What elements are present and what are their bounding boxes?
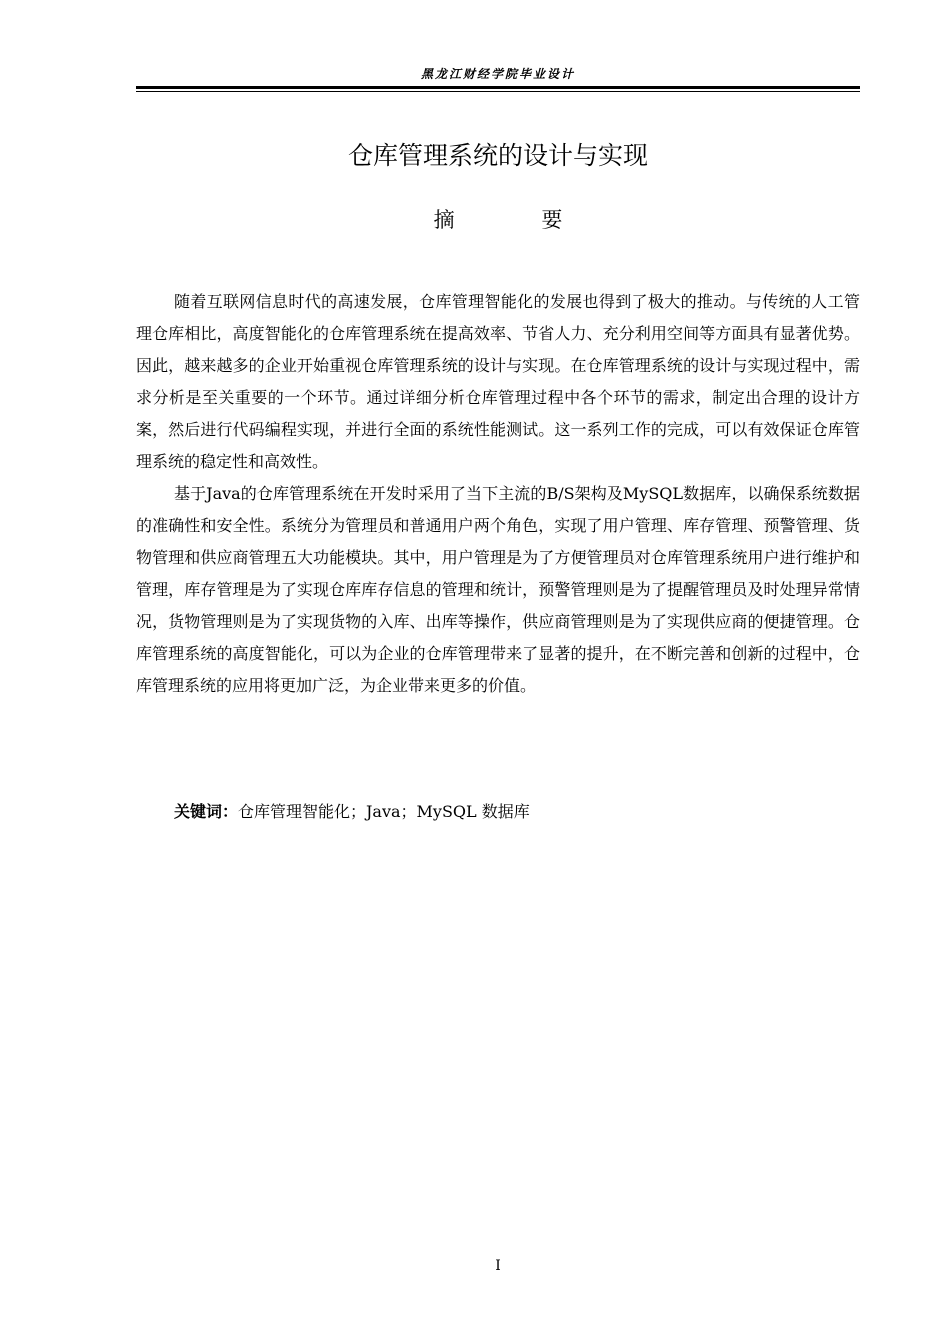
thesis-title: 仓库管理系统的设计与实现 — [347, 141, 648, 170]
running-header: 黑龙江财经学院毕业设计 — [420, 67, 575, 81]
header-rule-thick — [136, 86, 860, 89]
abstract-paragraph-1: 随着互联网信息时代的高速发展，仓库管理智能化的发展也得到了极大的推动。与传统的人工管理仓库相比，高度智能化的仓库管理系统在提高效率、节省人力、充分利用空间等方面具有显著优势。因此，越来越多的企业开始重视仓库管理系统的设计与实现。在仓库管理系统的设计与实现过程中，需求分析是至关重要的一个环节。通过详细分析仓库管理过程中各个环节的需求，制定出合理的设计方案，然后进行代码编程实现，并进行全面的系统性能测试。这一系列工作的完成，可以有效保证仓库管理系统的稳定性和高效性。 — [136, 292, 860, 471]
abstract-heading: 摘 要 — [433, 208, 603, 232]
page-number: I — [495, 1258, 501, 1274]
keywords-label: 关键词： — [174, 802, 239, 821]
abstract-body — [136, 286, 860, 702]
keywords-line — [174, 796, 530, 828]
header-rule-thin — [136, 91, 860, 92]
keywords-text: 仓库管理智能化；Java；MySQL 数据库 — [238, 802, 530, 821]
abstract-paragraph-2: 基于Java的仓库管理系统在开发时采用了当下主流的B/S架构及MySQL数据库，以确保系统数据的准确性和安全性。系统分为管理员和普通用户两个角色，实现了用户管理、库存管理、预警管理、货物管理和供应商管理五大功能模块。其中，用户管理是为了方便管理员对仓库管理系统用户进行维护和管理，库存管理是为了实现仓库库存信息的管理和统计，预警管理则是为了提醒管理员及时处理异常情况，货物管理则是为了实现货物的入库、出库等操作，供应商管理则是为了实现供应商的便捷管理。仓库管理系统的高度智能化，可以为企业的仓库管理带来了显著的提升，在不断完善和创新的过程中，仓库管理系统的应用将更加广泛，为企业带来更多的价值。 — [136, 484, 860, 695]
